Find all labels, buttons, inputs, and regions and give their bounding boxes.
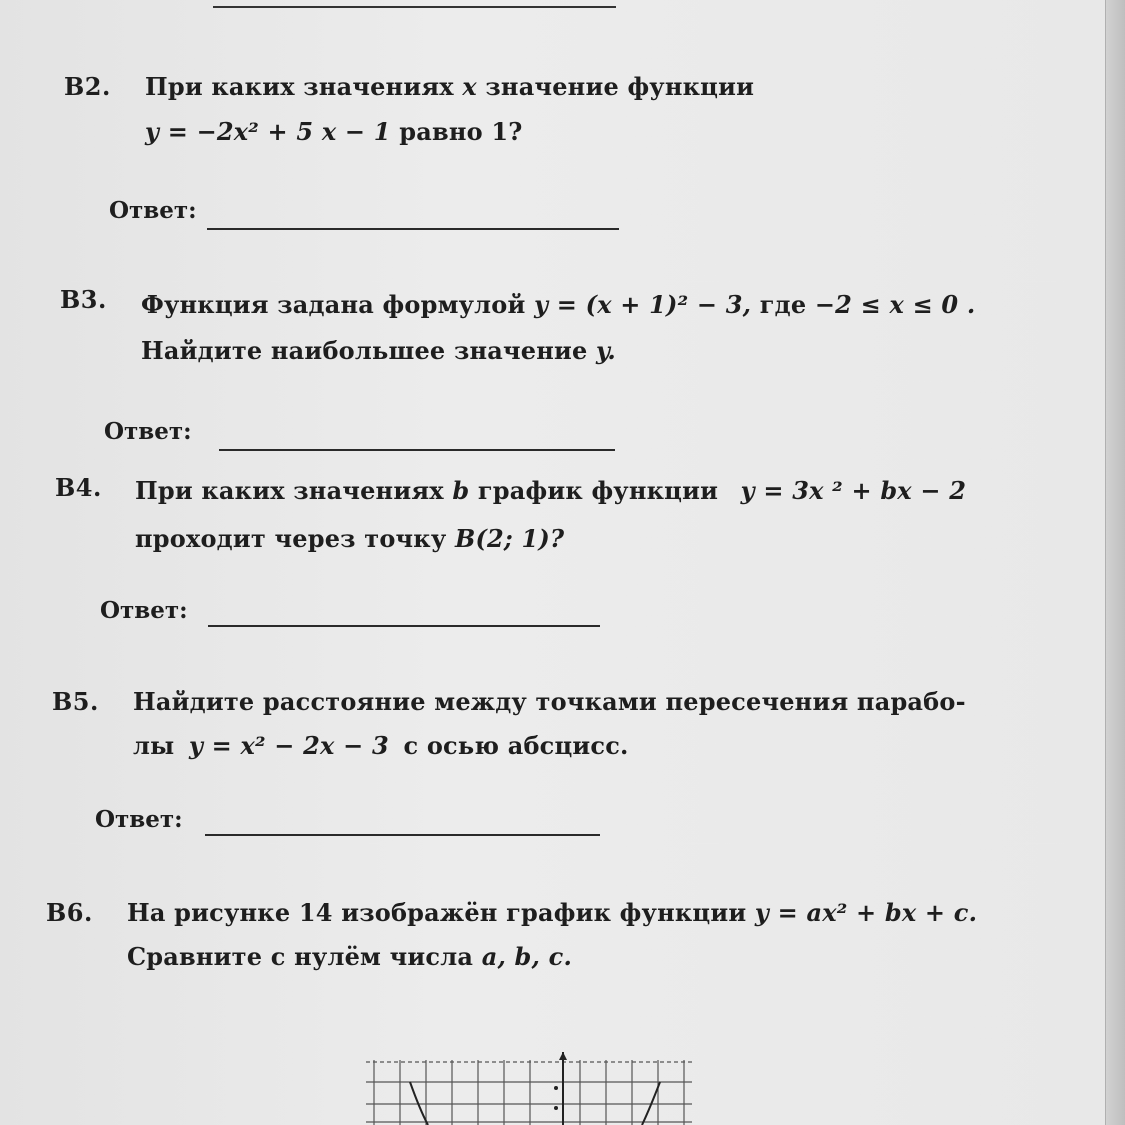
variable: y. (596, 336, 616, 365)
answer-label: Ответ: (104, 418, 192, 445)
task-text: проходит через точку (135, 524, 447, 553)
task-number: В4. (55, 473, 102, 502)
task-text-line-1: Найдите расстояние между точками пересечения парабо- (133, 687, 966, 716)
answer-blank[interactable] (205, 834, 600, 836)
task-number: В2. (64, 72, 111, 101)
graph-figure (366, 1052, 692, 1125)
answer-label: Ответ: (100, 597, 188, 624)
y-axis-arrow-icon (559, 1052, 567, 1060)
task-text: лы (133, 731, 175, 760)
task-text-line-2 (141, 336, 616, 365)
variable: b (452, 476, 470, 505)
task-text-line-2 (127, 942, 572, 971)
task-text-line-1 (135, 476, 966, 505)
task-text: Сравните с нулём числа (127, 942, 474, 971)
axis-tick-mark (554, 1086, 558, 1090)
task-text: график функции (477, 476, 719, 505)
function-formula: y = (x + 1)² − 3, (534, 290, 752, 319)
task-text: где (759, 290, 807, 319)
task-text: Найдите наибольшее значение (141, 336, 588, 365)
task-text: с осью абсцисс. (403, 731, 629, 760)
task-text: Функция задана формулой (141, 290, 526, 319)
task-text-line-1 (145, 72, 754, 101)
task-number: В5. (52, 687, 99, 716)
answer-blank[interactable] (208, 625, 600, 627)
domain-condition: −2 ≤ x ≤ 0 . (814, 290, 976, 319)
task-number: В3. (60, 285, 107, 314)
task-text: При каких значениях (135, 476, 444, 505)
task-text: равно 1? (399, 117, 523, 146)
function-formula: y = ax² + bx + c. (754, 898, 978, 927)
page-edge-shadow (1105, 0, 1125, 1125)
previous-answer-line (213, 6, 616, 8)
function-formula: y = 3x ² + bx − 2 (740, 476, 967, 505)
function-formula: y = −2x² + 5 x − 1 (145, 117, 391, 146)
task-text: При каких значениях (145, 72, 454, 101)
task-text-line-1 (127, 898, 977, 927)
point-coordinates: B(2; 1)? (454, 524, 565, 553)
task-text-line-2 (135, 524, 564, 553)
answer-blank[interactable] (207, 228, 619, 230)
coefficients: a, b, c. (481, 942, 573, 971)
answer-label: Ответ: (95, 806, 183, 833)
task-text-line-2 (145, 117, 523, 146)
axis-tick-mark (554, 1106, 558, 1110)
task-text-line-2 (133, 731, 629, 760)
answer-blank[interactable] (219, 449, 615, 451)
answer-label: Ответ: (109, 197, 197, 224)
task-text-line-1 (141, 290, 975, 319)
task-text: На рисунке 14 изображён график функции (127, 898, 747, 927)
task-text: значение функции (485, 72, 755, 101)
function-formula: y = x² − 2x − 3 (188, 731, 389, 760)
task-number: В6. (46, 898, 93, 927)
variable: x (462, 72, 477, 101)
